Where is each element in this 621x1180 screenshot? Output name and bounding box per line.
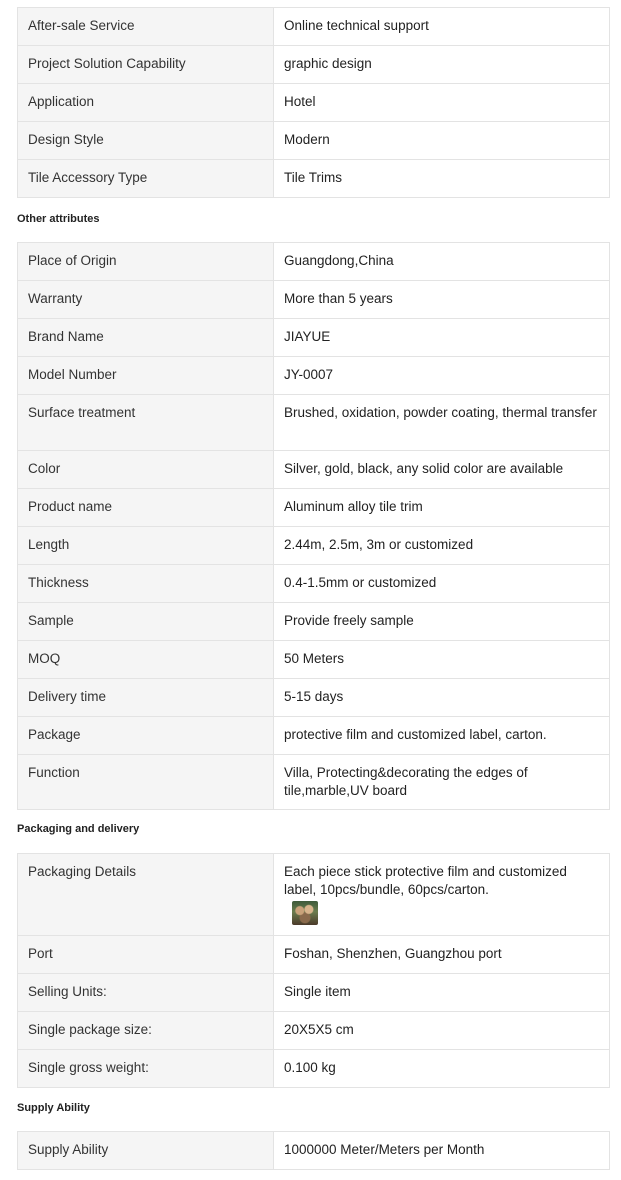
table-row — [18, 1050, 610, 1088]
attribute-key: Tile Accessory Type — [18, 160, 274, 198]
table-row — [18, 160, 610, 198]
table-row — [18, 717, 610, 755]
table-row — [18, 527, 610, 565]
section-title-supply-ability: Supply Ability — [17, 1102, 90, 1114]
attribute-value: 0.4-1.5mm or customized — [274, 565, 610, 603]
attribute-key: Color — [18, 451, 274, 489]
table-row — [18, 84, 610, 122]
attribute-key: Sample — [18, 603, 274, 641]
attribute-key: Surface treatment — [18, 395, 274, 451]
attribute-key: Single gross weight: — [18, 1050, 274, 1088]
attribute-value: More than 5 years — [274, 281, 610, 319]
attribute-key: Package — [18, 717, 274, 755]
attribute-value: Brushed, oxidation, powder coating, thermal transfer — [274, 395, 610, 451]
attribute-value: protective film and customized label, carton. — [274, 717, 610, 755]
table-row — [18, 46, 610, 84]
attribute-key: Design Style — [18, 122, 274, 160]
table-row — [18, 8, 610, 46]
attribute-key: Place of Origin — [18, 243, 274, 281]
attribute-key: Application — [18, 84, 274, 122]
attribute-value: Modern — [274, 122, 610, 160]
attribute-key: Port — [18, 936, 274, 974]
table-row — [18, 1132, 610, 1170]
attribute-key: Selling Units: — [18, 974, 274, 1012]
table-row — [18, 679, 610, 717]
attribute-value: Hotel — [274, 84, 610, 122]
attribute-value: graphic design — [274, 46, 610, 84]
table-row — [18, 122, 610, 160]
table-row — [18, 565, 610, 603]
attribute-key: Model Number — [18, 357, 274, 395]
table-row — [18, 854, 610, 936]
attribute-value: Provide freely sample — [274, 603, 610, 641]
attribute-key: Warranty — [18, 281, 274, 319]
attribute-value — [274, 854, 610, 936]
attribute-value: Online technical support — [274, 8, 610, 46]
table-row — [18, 603, 610, 641]
attribute-key: Function — [18, 755, 274, 810]
other-attributes-table — [17, 242, 610, 810]
attribute-key: Single package size: — [18, 1012, 274, 1050]
attribute-value: Villa, Protecting&decorating the edges of tile,marble,UV board — [274, 755, 610, 810]
attribute-key: MOQ — [18, 641, 274, 679]
section-title-packaging-delivery: Packaging and delivery — [17, 823, 140, 835]
attribute-value: 50 Meters — [274, 641, 610, 679]
table-row — [18, 243, 610, 281]
attribute-value: Single item — [274, 974, 610, 1012]
attribute-value: 2.44m, 2.5m, 3m or customized — [274, 527, 610, 565]
attribute-value: 0.100 kg — [274, 1050, 610, 1088]
attribute-key: After-sale Service — [18, 8, 274, 46]
section-title-other-attributes: Other attributes — [17, 213, 100, 225]
table-row — [18, 974, 610, 1012]
attribute-key: Product name — [18, 489, 274, 527]
attribute-value: JIAYUE — [274, 319, 610, 357]
attribute-key: Project Solution Capability — [18, 46, 274, 84]
attribute-value: 20X5X5 cm — [274, 1012, 610, 1050]
attribute-key: Length — [18, 527, 274, 565]
attribute-key: Delivery time — [18, 679, 274, 717]
attribute-key: Supply Ability — [18, 1132, 274, 1170]
attribute-key: Thickness — [18, 565, 274, 603]
table-row — [18, 1012, 610, 1050]
packaging-details-text: Each piece stick protective film and customized label, 10pcs/bundle, 60pcs/carton. — [284, 864, 567, 897]
attribute-value: JY-0007 — [274, 357, 610, 395]
key-attributes-table — [17, 7, 610, 198]
attribute-value: Aluminum alloy tile trim — [274, 489, 610, 527]
table-row — [18, 755, 610, 810]
attribute-value: 1000000 Meter/Meters per Month — [274, 1132, 610, 1170]
attribute-value: Tile Trims — [274, 160, 610, 198]
table-row — [18, 395, 610, 451]
table-row — [18, 936, 610, 974]
attribute-value: 5-15 days — [274, 679, 610, 717]
table-row — [18, 489, 610, 527]
attribute-key: Packaging Details — [18, 854, 274, 936]
attribute-value: Guangdong,China — [274, 243, 610, 281]
table-row — [18, 281, 610, 319]
table-row — [18, 357, 610, 395]
packaging-delivery-table — [17, 853, 610, 1088]
supply-ability-table — [17, 1131, 610, 1170]
attribute-value: Silver, gold, black, any solid color are available — [274, 451, 610, 489]
table-row — [18, 451, 610, 489]
table-row — [18, 319, 610, 357]
packaging-photo-thumbnail[interactable] — [292, 901, 318, 925]
attribute-key: Brand Name — [18, 319, 274, 357]
table-row — [18, 641, 610, 679]
attribute-value: Foshan, Shenzhen, Guangzhou port — [274, 936, 610, 974]
